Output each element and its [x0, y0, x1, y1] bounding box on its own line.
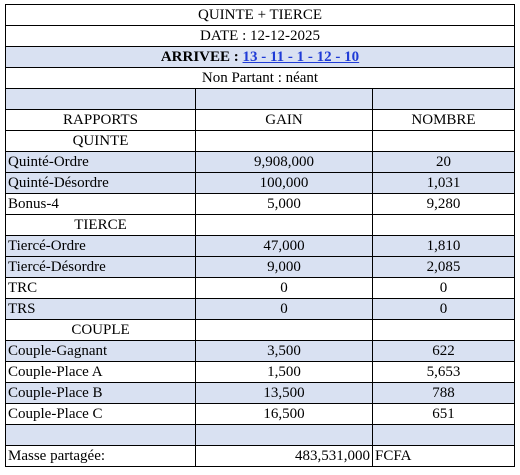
- table-row: [6, 404, 515, 425]
- row-nombre: 0: [373, 299, 515, 320]
- spacer-row: [6, 425, 515, 446]
- row-gain: 100,000: [196, 173, 373, 194]
- row-label: Quinté-Ordre: [6, 152, 196, 173]
- non-partant: Non Partant : néant: [6, 68, 515, 89]
- row-gain: 47,000: [196, 236, 373, 257]
- empty-cell: [196, 131, 373, 152]
- non-partant-row: [6, 68, 515, 89]
- row-label: TRS: [6, 299, 196, 320]
- row-label: Bonus-4: [6, 194, 196, 215]
- table-row: [6, 257, 515, 278]
- table-row: [6, 173, 515, 194]
- col-header-nombre: NOMBRE: [373, 110, 515, 131]
- row-label: Couple-Place C: [6, 404, 196, 425]
- row-gain: 5,000: [196, 194, 373, 215]
- section-title-quinte: QUINTE: [6, 131, 196, 152]
- row-nombre: 9,280: [373, 194, 515, 215]
- masse-label: Masse partagée:: [6, 446, 196, 467]
- arrivee-row: [6, 47, 515, 68]
- row-nombre: 1,810: [373, 236, 515, 257]
- section-couple-row: [6, 320, 515, 341]
- row-gain: 0: [196, 299, 373, 320]
- table-row: [6, 383, 515, 404]
- empty-cell: [196, 215, 373, 236]
- date-row: [6, 26, 515, 47]
- empty-cell: [373, 89, 515, 110]
- row-label: Tiercé-Désordre: [6, 257, 196, 278]
- row-gain: 1,500: [196, 362, 373, 383]
- row-nombre: 622: [373, 341, 515, 362]
- row-label: TRC: [6, 278, 196, 299]
- arrivee-label: ARRIVEE :: [160, 48, 239, 65]
- currency-label: FCFA: [373, 446, 515, 467]
- col-header-rapports: RAPPORTS: [6, 110, 196, 131]
- row-nombre: 20: [373, 152, 515, 173]
- empty-cell: [373, 320, 515, 341]
- row-label: Couple-Gagnant: [6, 341, 196, 362]
- row-label: Quinté-Désordre: [6, 173, 196, 194]
- race-date: DATE : 12-12-2025: [6, 26, 515, 47]
- results-table: [5, 4, 515, 467]
- spacer-row: [6, 89, 515, 110]
- row-label: Couple-Place A: [6, 362, 196, 383]
- race-title: QUINTE + TIERCE: [6, 5, 515, 26]
- empty-cell: [196, 89, 373, 110]
- empty-cell: [196, 320, 373, 341]
- section-tierce-row: [6, 215, 515, 236]
- arrivee-cell: [6, 47, 515, 68]
- row-label: Tiercé-Ordre: [6, 236, 196, 257]
- section-title-couple: COUPLE: [6, 320, 196, 341]
- row-nombre: 788: [373, 383, 515, 404]
- table-row: [6, 236, 515, 257]
- title-row: [6, 5, 515, 26]
- row-nombre: 1,031: [373, 173, 515, 194]
- arrivee-link[interactable]: 13 - 11 - 1 - 12 - 10: [242, 48, 360, 65]
- row-gain: 9,000: [196, 257, 373, 278]
- row-gain: 16,500: [196, 404, 373, 425]
- row-gain: 9,908,000: [196, 152, 373, 173]
- row-nombre: 2,085: [373, 257, 515, 278]
- row-nombre: 0: [373, 278, 515, 299]
- row-nombre: 5,653: [373, 362, 515, 383]
- table-row: [6, 299, 515, 320]
- empty-cell: [196, 425, 373, 446]
- empty-cell: [373, 131, 515, 152]
- table-row: [6, 152, 515, 173]
- table-row: [6, 341, 515, 362]
- section-quinte-row: [6, 131, 515, 152]
- table-row: [6, 194, 515, 215]
- masse-value: 483,531,000: [196, 446, 373, 467]
- row-gain: 0: [196, 278, 373, 299]
- section-title-tierce: TIERCE: [6, 215, 196, 236]
- col-header-gain: GAIN: [196, 110, 373, 131]
- masse-row: [6, 446, 515, 467]
- empty-cell: [373, 425, 515, 446]
- empty-cell: [6, 425, 196, 446]
- column-header-row: [6, 110, 515, 131]
- empty-cell: [373, 215, 515, 236]
- table-row: [6, 278, 515, 299]
- row-gain: 3,500: [196, 341, 373, 362]
- row-nombre: 651: [373, 404, 515, 425]
- empty-cell: [6, 89, 196, 110]
- row-label: Couple-Place B: [6, 383, 196, 404]
- row-gain: 13,500: [196, 383, 373, 404]
- table-row: [6, 362, 515, 383]
